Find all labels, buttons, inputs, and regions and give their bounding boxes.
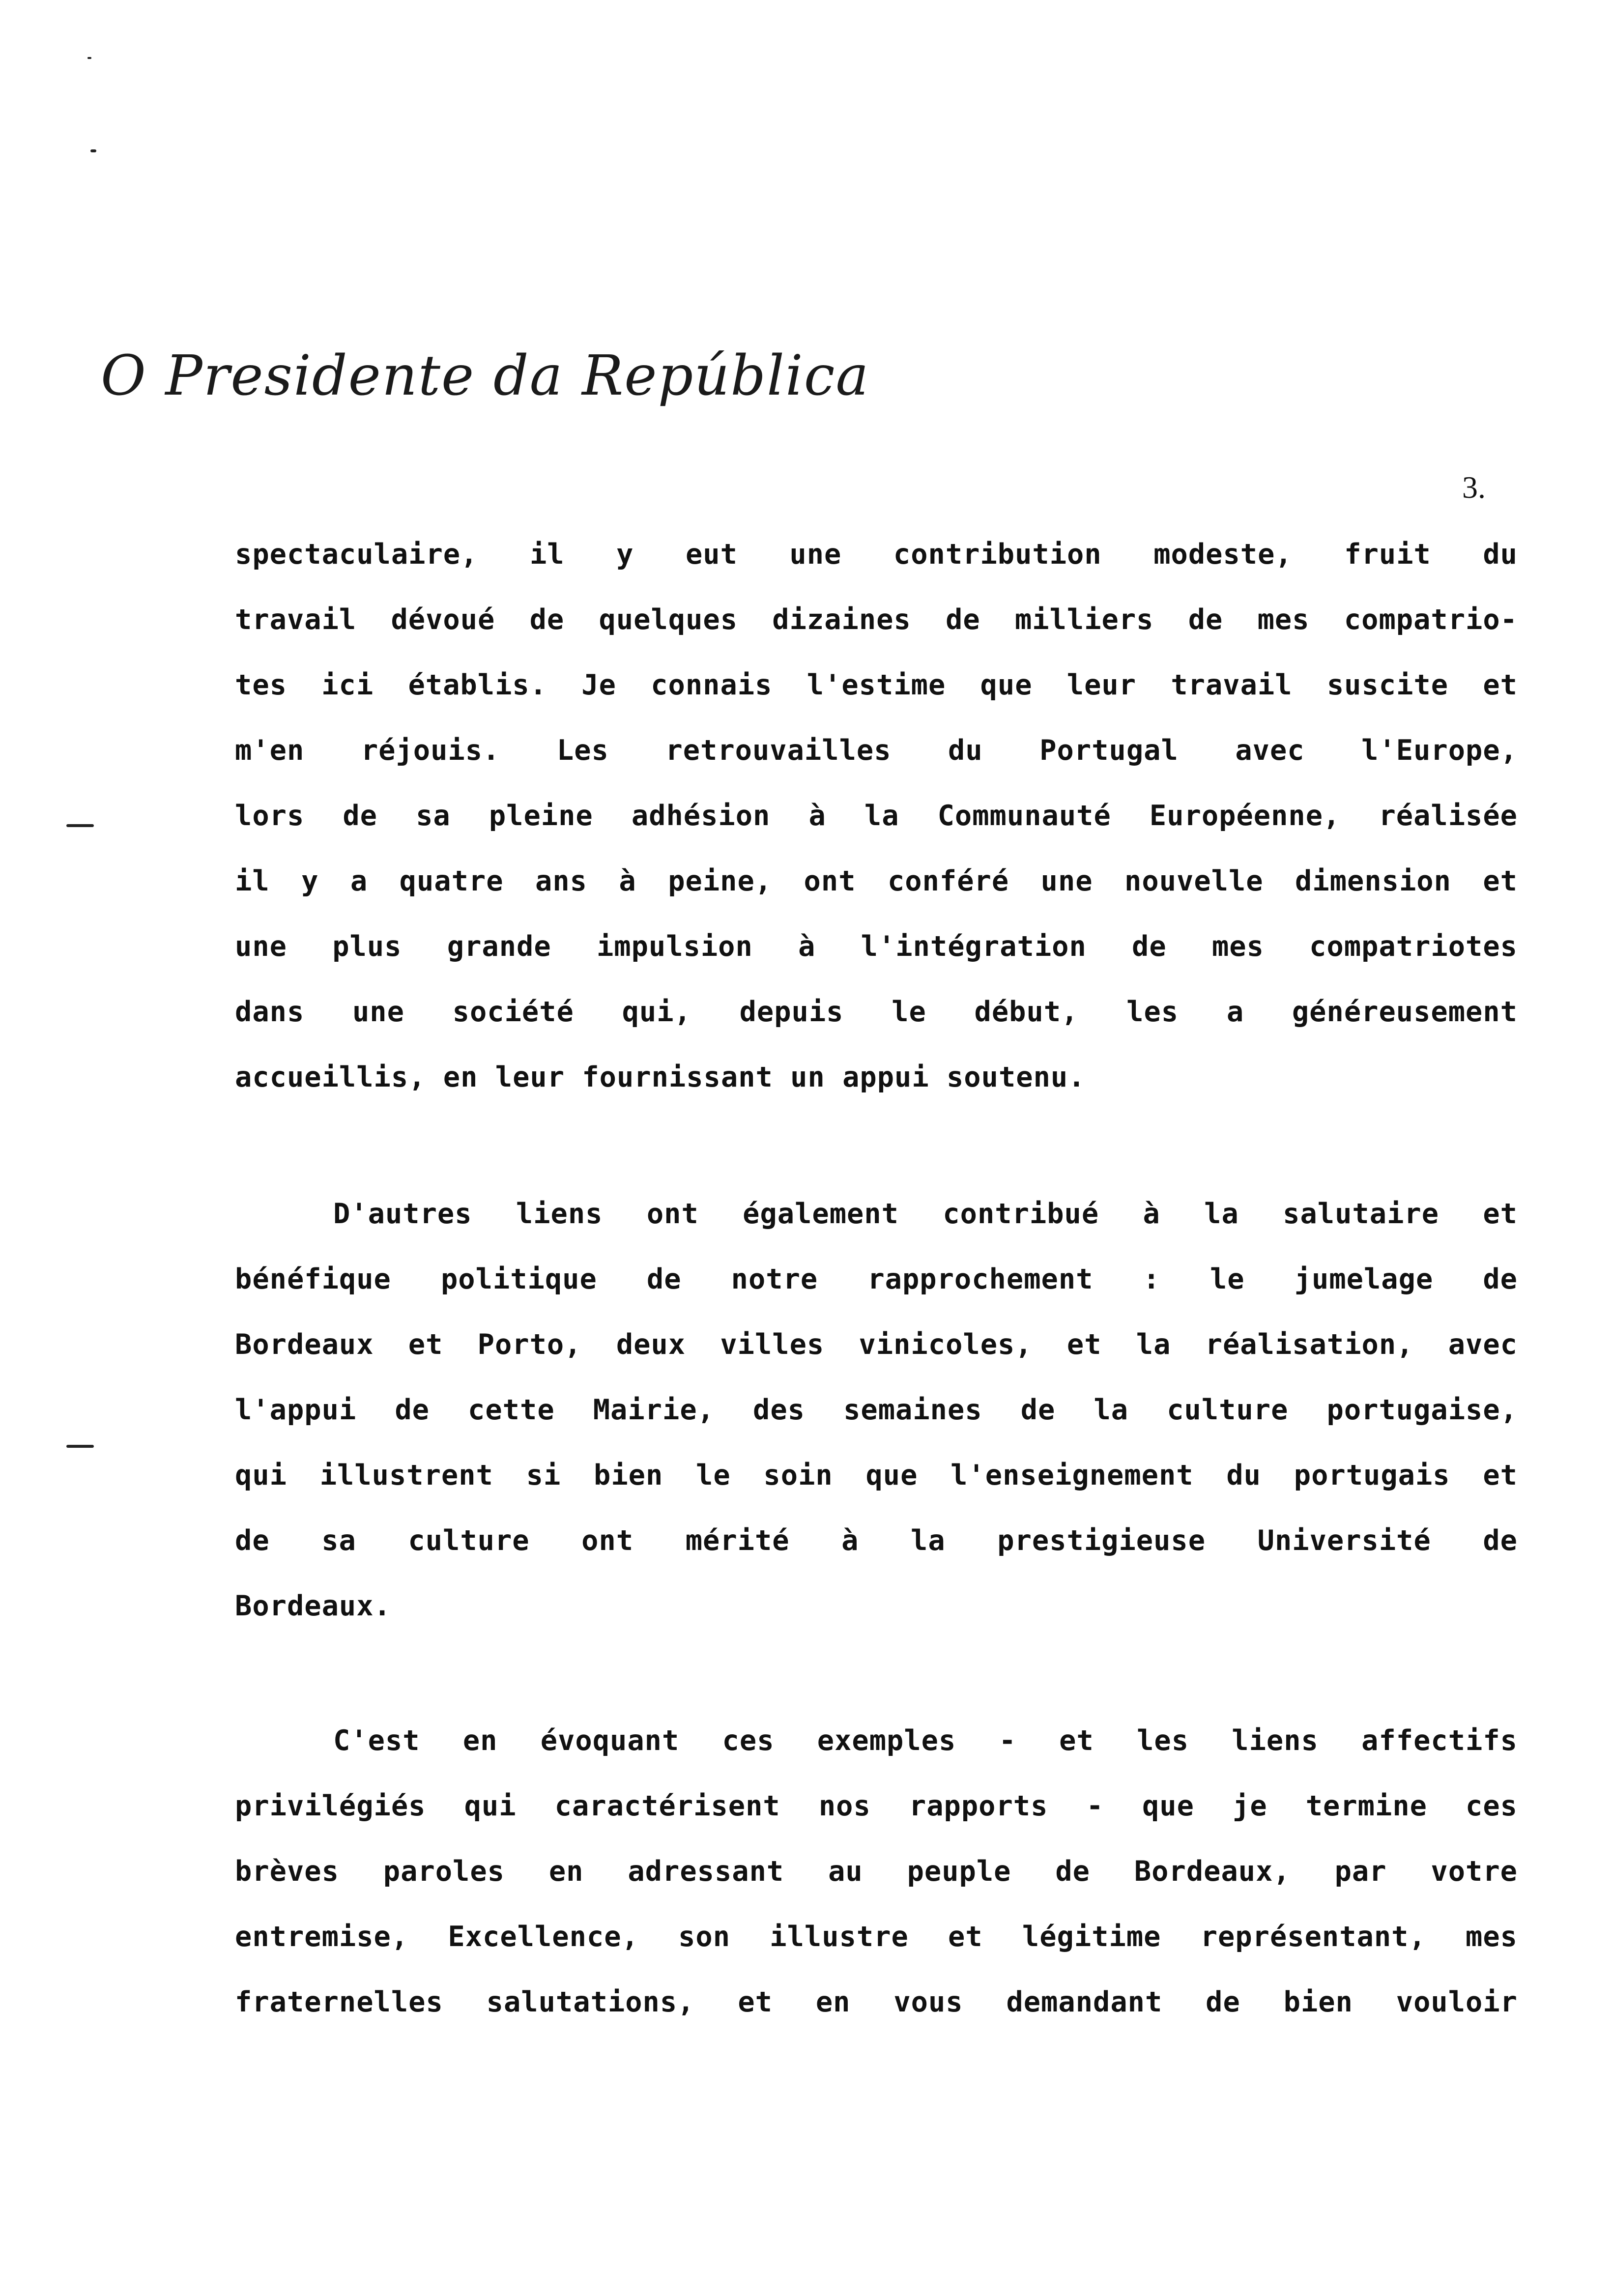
margin-mark — [90, 149, 96, 152]
text-line: fraternelles salutations, et en vous demandant de bien vouloir — [235, 1986, 1518, 2018]
text-line: une plus grande impulsion à l'intégration de mes compatriotes — [235, 930, 1518, 963]
text-line: de sa culture ont mérité à la prestigieuse Université de — [235, 1524, 1518, 1557]
text-line: spectaculaire, il y eut une contribution modeste, fruit du — [235, 538, 1518, 571]
text-line: m'en réjouis. Les retrouvailles du Portugal avec l'Europe, — [235, 734, 1518, 767]
text-line: D'autres liens ont également contribué à la salutaire et — [333, 1198, 1518, 1230]
text-line: l'appui de cette Mairie, des semaines de la culture portugaise, — [235, 1394, 1518, 1426]
text-line: lors de sa pleine adhésion à la Communauté Européenne, réalisée — [235, 800, 1518, 832]
text-line: accueillis, en leur fournissant un appui soutenu. — [235, 1061, 1086, 1093]
text-line: il y a quatre ans à peine, ont conféré une nouvelle dimension et — [235, 865, 1518, 897]
text-line: travail dévoué de quelques dizaines de milliers de mes compatrio- — [235, 603, 1518, 636]
text-line: Bordeaux. — [235, 1590, 391, 1622]
text-line: tes ici établis. Je connais l'estime que leur travail suscite et — [235, 669, 1518, 701]
margin-mark — [87, 57, 91, 59]
text-line: C'est en évoquant ces exemples - et les liens affectifs — [333, 1724, 1518, 1757]
text-line: brèves paroles en adressant au peuple de Bordeaux, par votre — [235, 1855, 1518, 1888]
text-line: qui illustrent si bien le soin que l'enseignement du portugais et — [235, 1459, 1518, 1492]
letterhead-title: O Presidente da República — [101, 344, 870, 408]
text-line: bénéfique politique de notre rapprochement : le jumelage de — [235, 1263, 1518, 1295]
margin-mark — [66, 1445, 94, 1448]
text-line: privilégiés qui caractérisent nos rapports - que je termine ces — [235, 1790, 1518, 1822]
page-number: 3. — [1462, 470, 1486, 505]
margin-mark — [66, 824, 94, 827]
text-line: Bordeaux et Porto, deux villes vinicoles, et la réalisation, avec — [235, 1328, 1518, 1361]
text-line: dans une société qui, depuis le début, les a généreusement — [235, 996, 1518, 1028]
text-line: entremise, Excellence, son illustre et légitime représentant, mes — [235, 1921, 1518, 1953]
